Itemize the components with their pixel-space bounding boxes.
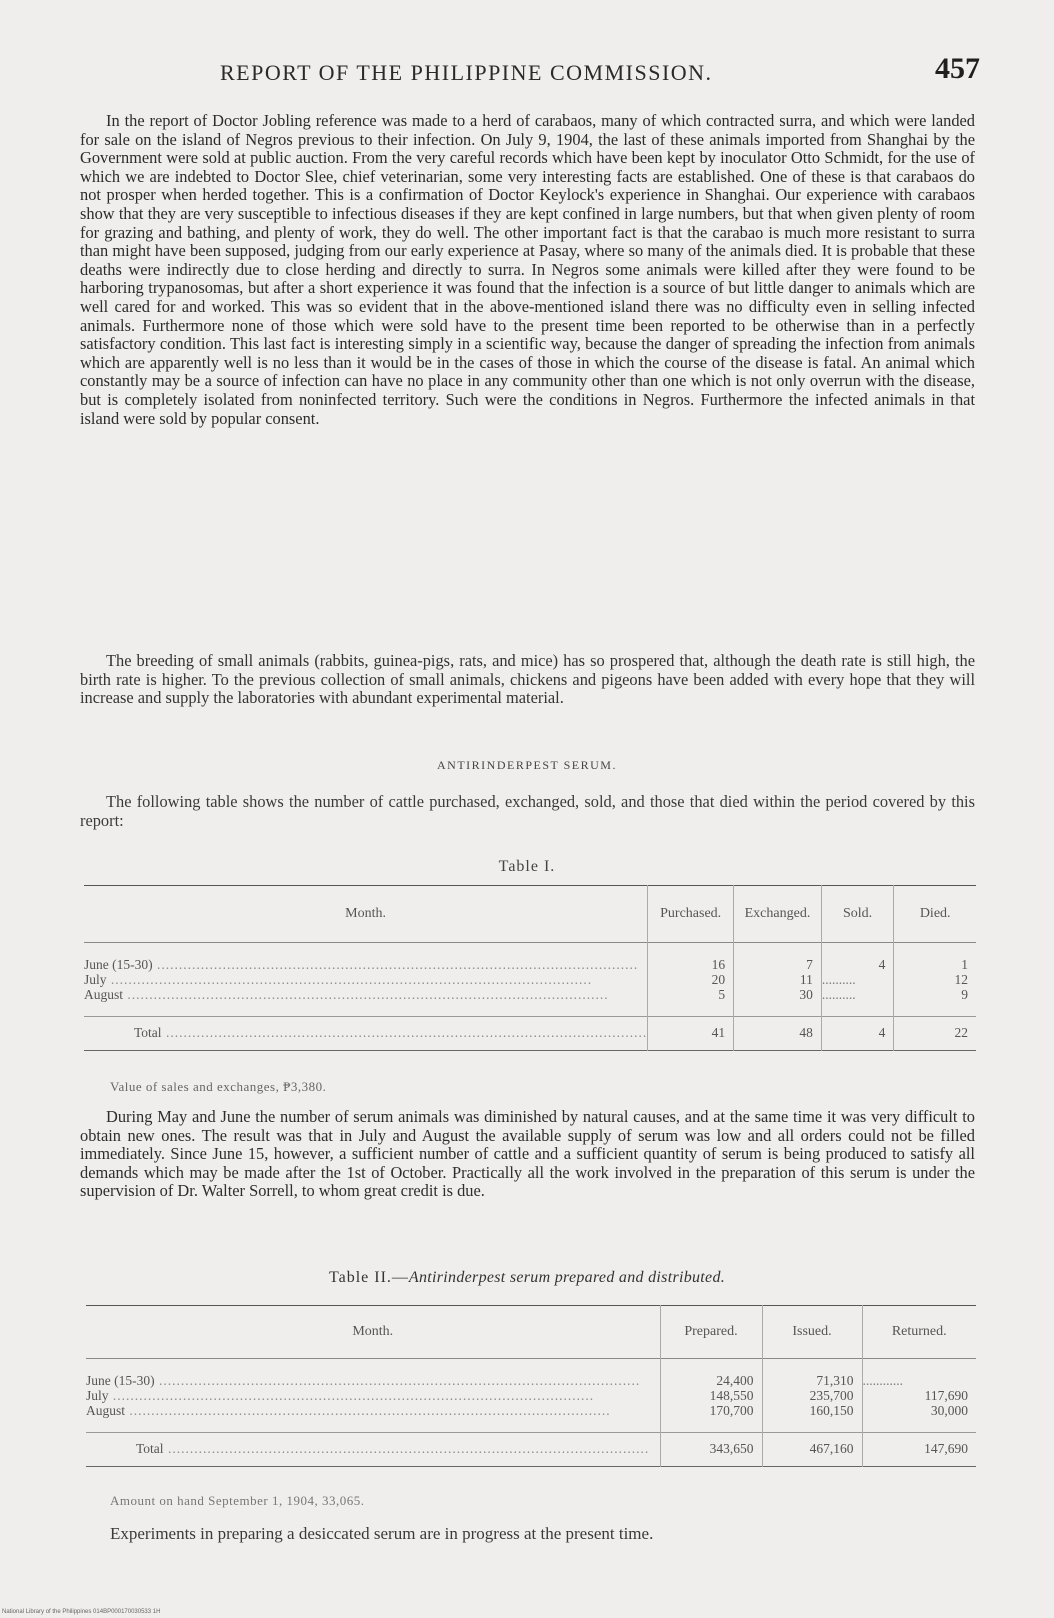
paragraph-experiments: Experiments in preparing a desiccated serum are in progress at the present time. (110, 1524, 654, 1543)
table-header-row (86, 1306, 976, 1359)
row-month: June (15-30) ..... (84, 957, 647, 972)
serum-table (86, 1305, 976, 1467)
cell-issued: 235,700 (762, 1388, 862, 1403)
total-prepared: 343,650 (660, 1433, 762, 1467)
total-exchanged: 48 (734, 1017, 822, 1051)
total-purchased: 41 (648, 1017, 734, 1051)
total-label: Total ..... (86, 1441, 660, 1456)
col-header-sold: Sold. (821, 886, 894, 943)
cell-purchased: 16 (648, 943, 734, 973)
cell-issued: 71,310 (762, 1359, 862, 1389)
total-died: 22 (894, 1017, 976, 1051)
table2-note: Amount on hand September 1, 1904, 33,065. (110, 1493, 365, 1508)
total-returned: 147,690 (862, 1433, 976, 1467)
col-header-month: Month. (352, 1324, 394, 1339)
col-header-died: Died. (894, 886, 976, 943)
paragraph-surra: In the report of Doctor Jobling reference was made to a herd of carabaos, many of which contracted surra, and which were landed for sale on the island of Negros previous to their infection. On July 9, 1904, the last of these animals imported from Shanghai by the Government were sold at public auction. From the very careful records which have been kept by inoculator Otto Schmidt, for the use of which we are indebted to Doctor Slee, chief veterinarian, some very interesting facts are established. One of these is that carabaos do not prosper when herded together. This is a confirmation of Doctor Keylock's experience in Shanghai. Our experience with carabaos show that they are very susceptible to infectious diseases if they are kept confined in large numbers, but that when given plenty of room for grazing and bathing, and plenty of work, they do well. The other important fact is that the carabao is much more resistant to surra than might have been supposed, judging from our early experience at Pasay, where so many of the animals died. It is probable that these deaths were indirectly due to close herding and directly to surra. In Negros some animals were killed after they were found to be harboring trypanosomas, but after a short experience it was found that the infection is a source of but little danger to animals which are well cared for and worked. This was so evident that in the above-mentioned island there was no difficulty even in selling infected animals. Furthermore none of those which were sold have to the present time been reported to be otherwise than in a perfectly satisfactory condition. This last fact is interesting simply in a scientific way, because the danger of spreading the infection from animals which are apparently well is no less than it would be in the cases of those in which the course of the disease is fatal. An animal which constantly may be a source of infection can have no place in any community other than one which is not only overrun with the disease, but is completely isolated from noninfected territory. Such were the conditions in Negros. Furthermore the infected animals in that island were sold by popular consent. (80, 111, 975, 428)
cell-prepared: 24,400 (660, 1359, 762, 1389)
table-row (86, 1403, 976, 1433)
table1-note: Value of sales and exchanges, ₱3,380. (110, 1079, 327, 1094)
col-header-returned: Returned. (862, 1306, 976, 1359)
table-row (84, 943, 976, 973)
table1-caption: Table I. (498, 858, 556, 875)
cell-returned: 30,000 (862, 1403, 976, 1433)
cell-sold: .......... (821, 972, 894, 987)
col-header-exchanged: Exchanged. (734, 886, 822, 943)
table-row (86, 1359, 976, 1389)
cell-died: 12 (894, 972, 976, 987)
cell-purchased: 5 (648, 987, 734, 1017)
cell-died: 1 (894, 943, 976, 973)
cell-died: 9 (894, 987, 976, 1017)
row-month: June (15-30) ..... (86, 1373, 660, 1388)
cell-exchanged: 11 (734, 972, 822, 987)
cell-exchanged: 30 (734, 987, 822, 1017)
table-row (84, 987, 976, 1017)
cell-prepared: 148,550 (660, 1388, 762, 1403)
cattle-table (84, 885, 976, 1051)
col-header-prepared: Prepared. (660, 1306, 762, 1359)
table-total-row (86, 1433, 976, 1467)
paragraph-serum-supply: During May and June the number of serum animals was diminished by natural causes, and at the same time it was very difficult to obtain new ones. The result was that in July and August the available supply of serum was low and all orders could not be filled immediately. Since June 15, however, a sufficient number of cattle and a sufficient quantity of serum is being produced to satisfy all demands which may be made after the 1st of October. Practically all the work involved in the preparation of this serum is under the supervision of Dr. Walter Sorrell, to whom great credit is due. (80, 1107, 975, 1201)
table-header-row (84, 886, 976, 943)
table-row (84, 972, 976, 987)
cell-sold: 4 (821, 943, 894, 973)
row-month: July ..... (86, 1388, 660, 1403)
library-stamp: National Library of the Philippines 014BP000170030533 1H (2, 1609, 161, 1615)
cell-returned: ............ (862, 1359, 976, 1389)
row-month: July ..... (84, 972, 647, 987)
cell-exchanged: 7 (734, 943, 822, 973)
row-month: August ..... (86, 1403, 660, 1418)
page-number: 457 (935, 52, 980, 85)
cell-sold: .......... (821, 987, 894, 1017)
table2-caption-prefix: Table II.— (328, 1269, 409, 1286)
paragraph-breeding: The breeding of small animals (rabbits, guinea-pigs, rats, and mice) has so prospered that, although the death rate is still high, the birth rate is higher. To the previous collection of small animals, chickens and pigeons have been added with every hope that they will increase and supply the laboratories with abundant experimental material. (80, 651, 975, 708)
table2-caption-title: Antirinderpest serum prepared and distributed. (408, 1269, 726, 1286)
cell-issued: 160,150 (762, 1403, 862, 1433)
paragraph-table-intro: The following table shows the number of cattle purchased, exchanged, sold, and those that died within the period covered by this report: (80, 792, 975, 830)
section-heading: ANTIRINDERPEST SERUM. (437, 758, 617, 772)
col-header-issued: Issued. (762, 1306, 862, 1359)
cell-purchased: 20 (648, 972, 734, 987)
total-label: Total ..... (84, 1025, 647, 1040)
running-head: REPORT OF THE PHILIPPINE COMMISSION. (220, 60, 713, 85)
table-total-row (84, 1017, 976, 1051)
row-month: August ..... (84, 987, 647, 1002)
total-sold: 4 (821, 1017, 894, 1051)
cell-returned: 117,690 (862, 1388, 976, 1403)
table2-caption (0, 1269, 1054, 1287)
total-issued: 467,160 (762, 1433, 862, 1467)
col-header-month: Month. (345, 906, 387, 921)
col-header-purchased: Purchased. (648, 886, 734, 943)
page-header (100, 52, 980, 92)
cell-prepared: 170,700 (660, 1403, 762, 1433)
table-row (86, 1388, 976, 1403)
